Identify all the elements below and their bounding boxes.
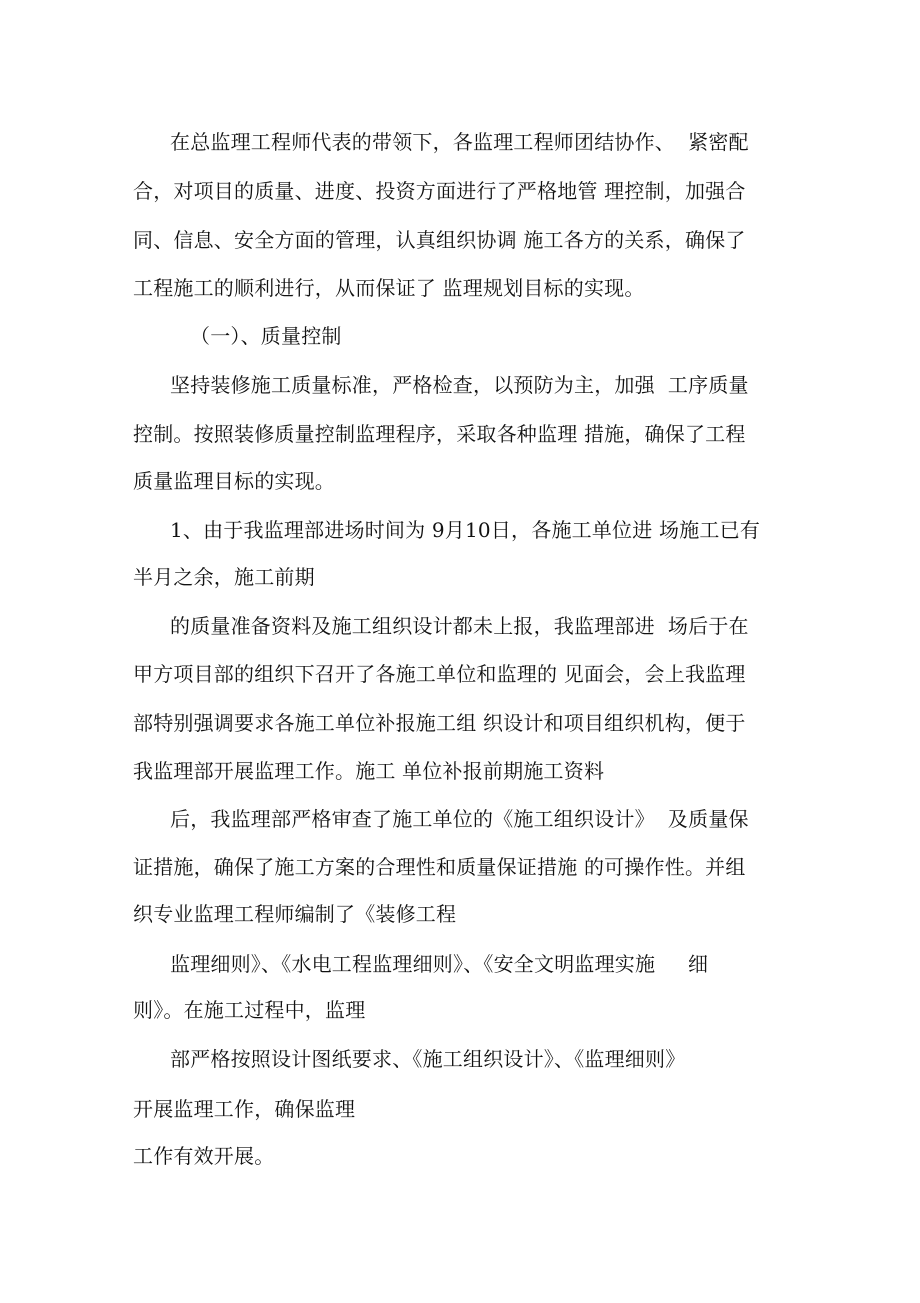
paragraph-line: 工作有效开展。: [133, 1144, 275, 1168]
paragraph-line: 部严格按照设计图纸要求、《施工组织设计》、《监理细则》: [170, 1047, 686, 1071]
paragraph-line: 质量监理目标的实现。: [133, 469, 335, 493]
paragraph-line: 我监理部开展监理工作。施工 单位补报前期施工资料: [133, 759, 605, 783]
paragraph-line: 监理细则》、《水电工程监理细则》、《安全文明监理实施 细: [170, 952, 709, 976]
paragraph-line: 1、由于我监理部进场时间为 9月10日，各施工单位进 场施工已有: [170, 518, 761, 542]
paragraph-line: 后，我监理部严格审查了施工单位的《施工组织设计》 及质量保: [170, 807, 749, 831]
paragraph-line: 坚持装修施工质量标准，严格检查，以预防为主，加强 工序质量: [170, 373, 749, 397]
paragraph-line: 控制。按照装修质量控制监理程序，采取各种监理 措施，确保了工程: [133, 422, 746, 446]
paragraph-line: 开展监理工作，确保监理: [133, 1097, 356, 1121]
paragraph-line: 证措施，确保了施工方案的合理性和质量保证措施 的可操作性。并组: [133, 855, 746, 879]
paragraph-line: 部特别强调要求各施工单位补报施工组 织设计和项目组织机构，便于: [133, 711, 746, 735]
paragraph-line: 同、信息、安全方面的管理，认真组织协调 施工各方的关系，确保了: [133, 228, 746, 252]
paragraph-line: 织专业监理工程师编制了《装修工程: [133, 902, 457, 926]
paragraph-line: 工程施工的顺利进行，从而保证了 监理规划目标的实现。: [133, 276, 645, 300]
paragraph-line: 甲方项目部的组织下召开了各施工单位和监理的 见面会，会上我监理: [133, 662, 746, 686]
paragraph-line: 的质量准备资料及施工组织设计都未上报，我监理部进 场后于在: [170, 614, 749, 638]
paragraph-line: 则》。在施工过程中，监理: [133, 998, 366, 1022]
section-heading: （一）、质量控制: [190, 324, 342, 348]
paragraph-line: 合，对项目的质量、进度、投资方面进行了严格地管 理控制，加强合: [133, 179, 746, 203]
paragraph-line: 在总监理工程师代表的带领下，各监理工程师团结协作、 紧密配: [170, 130, 749, 154]
paragraph-line: 半月之余，施工前期: [133, 565, 315, 589]
